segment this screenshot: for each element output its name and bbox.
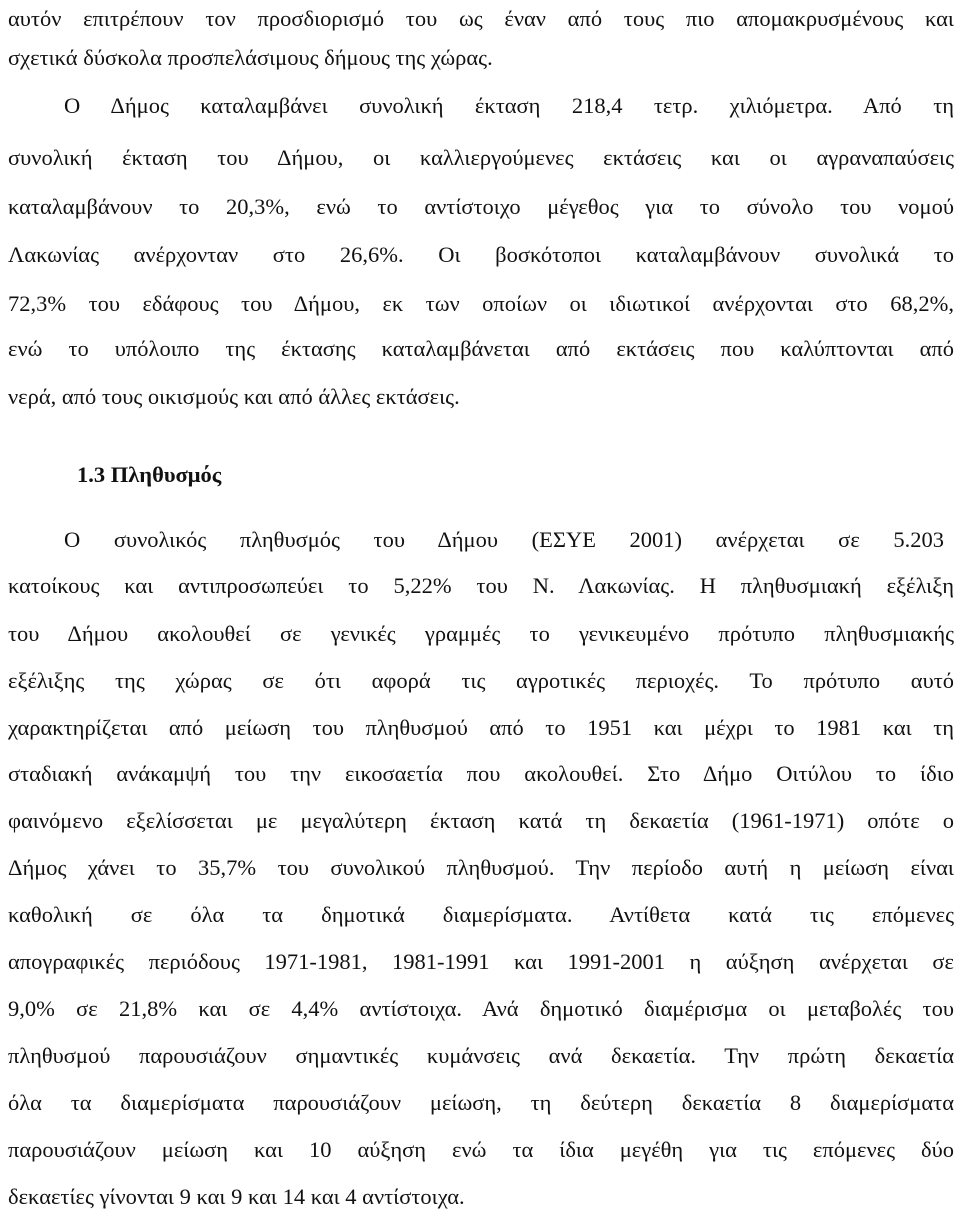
paragraph-line: σταδιακή ανάκαμψή του την εικοσαετία που ακολουθεί. Στο Δήμο Οιτύλου το ίδιο	[8, 761, 954, 786]
paragraph-line: κατοίκους και αντιπροσωπεύει το 5,22% του Ν. Λακωνίας. Η πληθυσμιακή εξέλιξη	[8, 573, 954, 598]
paragraph-line: όλα τα διαμερίσματα παρουσιάζουν μείωση, τη δεύτερη δεκαετία 8 διαμερίσματα	[8, 1090, 954, 1115]
paragraph-line: καταλαμβάνουν το 20,3%, ενώ το αντίστοιχο μέγεθος για το σύνολο του νομού	[8, 194, 954, 219]
paragraph-line: δεκαετίες γίνονται 9 και 9 και 14 και 4 αντίστοιχα.	[8, 1184, 465, 1209]
paragraph-line: καθολική σε όλα τα δημοτικά διαμερίσματα. Αντίθετα κατά τις επόμενες	[8, 902, 954, 927]
paragraph-line: αυτόν επιτρέπουν τον προσδιορισμό του ως έναν από τους πιο απομακρυσμένους και	[8, 6, 954, 31]
paragraph-line: παρουσιάζουν μείωση και 10 αύξηση ενώ τα ίδια μεγέθη για τις επόμενες δύο	[8, 1137, 954, 1162]
paragraph-line: του Δήμου ακολουθεί σε γενικές γραμμές το γενικευμένο πρότυπο πληθυσμιακής	[8, 621, 954, 646]
paragraph-line: νερά, από τους οικισμούς και από άλλες εκτάσεις.	[8, 384, 460, 409]
paragraph-line: χαρακτηρίζεται από μείωση του πληθυσμού από το 1951 και μέχρι το 1981 και τη	[8, 715, 954, 740]
paragraph-line: Ο Δήμος καταλαμβάνει συνολική έκταση 218,4 τετρ. χιλιόμετρα. Από τη	[64, 93, 954, 118]
section-heading: 1.3 Πληθυσμός	[77, 462, 222, 487]
paragraph-line: Λακωνίας ανέρχονταν στο 26,6%. Οι βοσκότοποι καταλαμβάνουν συνολικά το	[8, 242, 954, 267]
paragraph-line: απογραφικές περιόδους 1971-1981, 1981-1991 και 1991-2001 η αύξηση ανέρχεται σε	[8, 949, 954, 974]
paragraph-line: ενώ το υπόλοιπο της έκτασης καταλαμβάνεται από εκτάσεις που καλύπτονται από	[8, 336, 954, 361]
paragraph-line: Δήμος χάνει το 35,7% του συνολικού πληθυσμού. Την περίοδο αυτή η μείωση είναι	[8, 855, 954, 880]
paragraph-line: σχετικά δύσκολα προσπελάσιμους δήμους της χώρας.	[8, 45, 493, 70]
paragraph-line: εξέλιξης της χώρας σε ότι αφορά τις αγροτικές περιοχές. Το πρότυπο αυτό	[8, 668, 954, 693]
paragraph-line: Ο συνολικός πληθυσμός του Δήμου (ΕΣΥΕ 2001) ανέρχεται σε 5.203	[64, 527, 944, 552]
paragraph-line: συνολική έκταση του Δήμου, οι καλλιεργούμενες εκτάσεις και οι αγραναπαύσεις	[8, 145, 954, 170]
paragraph-line: φαινόμενο εξελίσσεται με μεγαλύτερη έκταση κατά τη δεκαετία (1961-1971) οπότε ο	[8, 808, 954, 833]
paragraph-line: 9,0% σε 21,8% και σε 4,4% αντίστοιχα. Ανά δημοτικό διαμέρισμα οι μεταβολές του	[8, 996, 954, 1021]
paragraph-line: 72,3% του εδάφους του Δήμου, εκ των οποίων οι ιδιωτικοί ανέρχονται στο 68,2%,	[8, 291, 954, 316]
paragraph-line: πληθυσμού παρουσιάζουν σημαντικές κυμάνσεις ανά δεκαετία. Την πρώτη δεκαετία	[8, 1043, 954, 1068]
